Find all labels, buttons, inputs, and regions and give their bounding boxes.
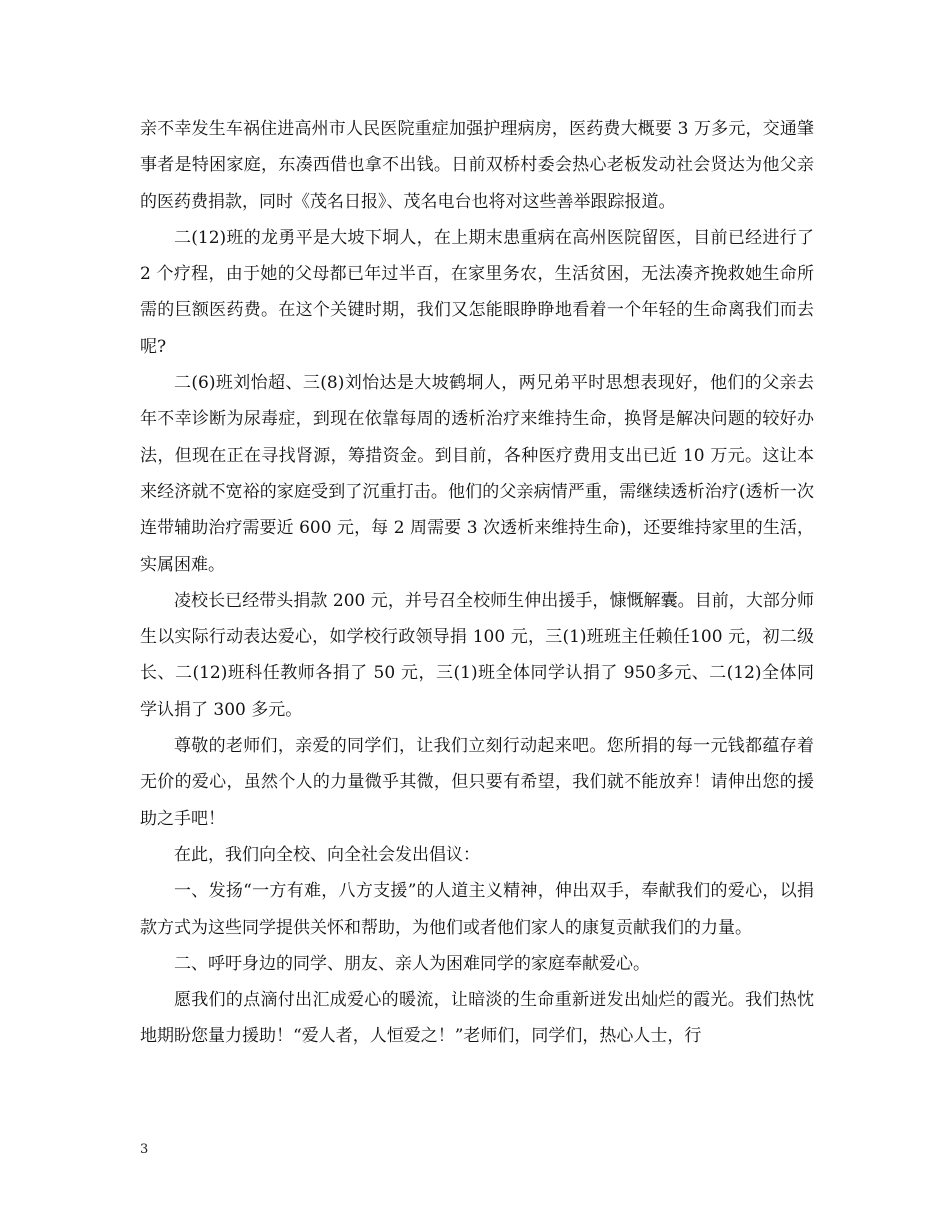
- text-line: 交通肇事者是特困家庭，东凑西借也拿不出钱。日前双桥村委会热心老板发动社会: [140, 119, 814, 176]
- paragraph: [140, 982, 814, 1055]
- paragraph: [140, 837, 814, 873]
- text-line: 二、呼吁身边的同学、朋友、亲人为困难同学的家庭奉献爱心。: [174, 953, 650, 974]
- paragraph: [140, 365, 814, 583]
- text-line: 100 元，初二级长、二(12)班科任教师各捐了 50 元，三(1)班全体同学认捐了 950: [140, 627, 814, 684]
- page-number: 3: [140, 1142, 149, 1157]
- paragraph: [140, 220, 820, 365]
- text-line: 持生命)，还要维持家里的生活，实属困难。: [140, 518, 814, 575]
- text-line: 们热忱地期盼您量力援助！“爱人者，人恒爱之！”老师们，同学们，热心人士，行: [140, 990, 815, 1047]
- text-line: 贤达为他父亲的医药费捐款，同时《茂名日报》、茂名电台也将对这些善举跟踪报: [140, 155, 815, 212]
- text-line: 凌校长已经带头捐款 200 元，并号召全校师生伸出援手，慷慨解囊。目前，大: [174, 590, 763, 611]
- text-line: 二(6)班刘怡超、三(8)刘怡达是大坡鹤垌人，两兄弟平时思想表现好，他们的: [174, 373, 763, 394]
- text-line: 尊敬的老师们，亲爱的同学们，让我们立刻行动起来吧。您所捐的每一元钱都: [174, 736, 763, 757]
- text-line: 轻的生命离我们而去呢?: [140, 300, 815, 357]
- text-line: 蕴存着无价的爱心，虽然个人的力量微乎其微，但只要有希望，我们就不能放弃！: [140, 736, 815, 793]
- text-line: 多元、二(12)全体同学认捐了 300 多元。: [140, 663, 814, 720]
- text-line: 挽救她生命所需的巨额医药费。在这个关键时期，我们又怎能眼睁睁地看着一个年: [140, 264, 815, 321]
- text-line: 心，以捐款方式为这些同学提供关怀和帮助，为他们或者他们家人的康复贡献我们: [140, 881, 815, 938]
- paragraph: [140, 946, 814, 982]
- text-line: 进行了 2 个疗程，由于她的父母都已年过半百，在家里务农，生活贫困，无法凑齐: [140, 227, 820, 285]
- text-line: 一、发扬“一方有难，八方支援”的人道主义精神，伸出双手，奉献我们的爱: [174, 881, 746, 902]
- document-body: [140, 111, 820, 1055]
- text-line: 愿我们的点滴付出汇成爱心的暖流，让暗淡的生命重新迸发出灿烂的霞光。我: [174, 990, 763, 1011]
- text-line: 请伸出您的援助之手吧！: [140, 772, 815, 829]
- text-line: 亲不幸发生车祸住进高州市人民医院重症加强护理病房，医药费大概要 3 万多元，: [140, 119, 763, 139]
- paragraph: [140, 728, 814, 837]
- paragraph: [140, 873, 814, 946]
- paragraph: [140, 111, 814, 220]
- text-line: 父亲去年不幸诊断为尿毒症，到现在依靠每周的透析治疗来维持生命，换肾是解决: [140, 373, 814, 430]
- text-line: 问题的较好办法，但现在正在寻找肾源，筹措资金。到目前，各种医疗费用支出已: [140, 409, 815, 466]
- text-line: 在此，我们向全校、向全社会发出倡议：: [174, 844, 480, 865]
- text-line: 部分师生以实际行动表达爱心，如学校行政领导捐 100 元，三(1)班班主任赖任: [140, 590, 815, 648]
- text-line: 的力量。: [684, 917, 752, 938]
- text-line: 道。: [641, 191, 676, 212]
- text-line: 近 10 万元。这让本来经济就不宽裕的家庭受到了沉重打击。他们的父亲病情严重，: [140, 445, 814, 502]
- paragraph: [140, 583, 814, 728]
- text-line: 需继续透析治疗(透析一次连带辅助治疗需要近 600 元，每 2 周需要 3 次透析来维: [140, 481, 815, 539]
- text-line: 二(12)班的龙勇平是大坡下垌人，在上期末患重病在高州医院留医，目前已经: [174, 227, 763, 248]
